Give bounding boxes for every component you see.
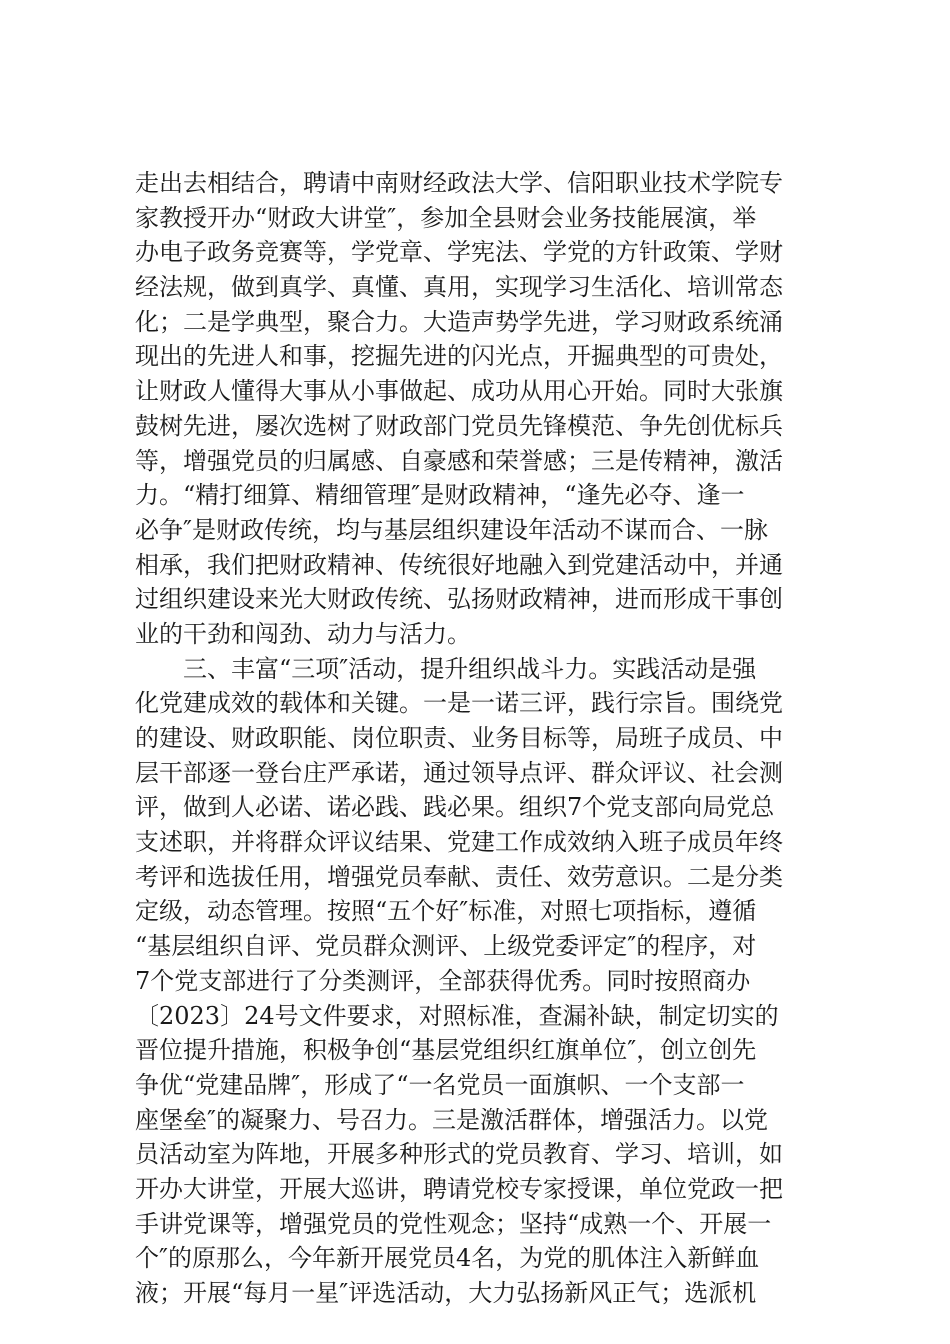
text-line: 考评和选拔任用，增强党员奉献、责任、效劳意识。二是分类: [135, 862, 783, 891]
text-line: 手讲党课等，增强党员的党性观念；坚持“成熟一个、开展一: [135, 1209, 772, 1238]
text-line: 三、丰富“三项″活动，提升组织战斗力。实践活动是强: [183, 654, 757, 683]
text-line: 业的干劲和闯劲、动力与活力。: [135, 619, 471, 648]
text-line: 个″的原那么，今年新开展党员4名，为党的肌体注入新鲜血: [135, 1244, 760, 1273]
text-line: 评，做到人必诺、诺必践、践必果。组织7个党支部向局党总: [135, 793, 775, 822]
text-line: 相承，我们把财政精神、传统很好地融入到党建活动中，并通: [135, 550, 783, 579]
text-line: 经法规，做到真学、真懂、真用，实现学习生活化、培训常态: [135, 273, 783, 302]
text-line: 力。“精打细算、精细管理″是财政精神，“逢先必夺、逢一: [135, 481, 745, 510]
text-line: 化；二是学典型，聚合力。大造声势学先进，学习财政系统涌: [135, 307, 783, 336]
text-line: 支述职，并将群众评议结果、党建工作成效纳入班子成员年终: [135, 828, 783, 857]
text-line: 等，增强党员的归属感、自豪感和荣誉感；三是传精神，激活: [135, 446, 783, 475]
text-line: 7个党支部进行了分类测评，全部获得优秀。同时按照商办: [135, 966, 751, 995]
text-line: 层干部逐一登台庄严承诺，通过领导点评、群众评议、社会测: [135, 758, 783, 787]
text-line: 过组织建设来光大财政传统、弘扬财政精神，进而形成干事创: [135, 585, 783, 614]
text-line: 定级，动态管理。按照“五个好″标准，对照七项指标，遵循: [135, 897, 757, 926]
text-line: 让财政人懂得大事从小事做起、成功从用心开始。同时大张旗: [135, 377, 783, 406]
text-line: 〔2023〕24号文件要求，对照标准，查漏补缺，制定切实的: [135, 1001, 779, 1030]
paragraph-1: [135, 166, 825, 652]
text-line: 办电子政务竞赛等，学党章、学宪法、学党的方针政策、学财: [135, 238, 783, 267]
text-line: 液；开展“每月一星″评选活动，大力弘扬新风正气；选派机: [135, 1279, 757, 1307]
text-line: 员活动室为阵地，开展多种形式的党员教育、学习、培训，如: [135, 1140, 783, 1169]
document-body: [135, 166, 825, 1311]
text-line: 开办大讲堂，开展大巡讲，聘请党校专家授课，单位党政一把: [135, 1174, 783, 1203]
text-line: “基层组织自评、党员群众测评、上级党委评定″的程序，对: [135, 932, 757, 961]
text-line: 座堡垒″的凝聚力、号召力。三是激活群体，增强活力。以党: [135, 1105, 768, 1134]
text-line: 家教授开办“财政大讲堂″，参加全县财会业务技能展演，举: [135, 203, 757, 232]
text-line: 晋位提升措施，积极争创“基层党组织红旗单位″，创立创先: [135, 1036, 757, 1065]
text-line: 争优“党建品牌″，形成了“一名党员一面旗帜、一个支部一: [135, 1070, 745, 1099]
text-line: 走出去相结合，聘请中南财经政法大学、信阳职业技术学院专: [135, 169, 783, 197]
text-line: 鼓树先进，屡次选树了财政部门党员先锋模范、争先创优标兵: [135, 411, 783, 440]
text-line: 化党建成效的载体和关键。一是一诺三评，践行宗旨。围绕党: [135, 689, 783, 718]
paragraph-2: [135, 652, 825, 1311]
text-line: 必争″是财政传统，均与基层组织建设年活动不谋而合、一脉: [135, 515, 768, 544]
text-line: 的建设、财政职能、岗位职责、业务目标等，局班子成员、中: [135, 724, 783, 752]
text-line: 现出的先进人和事，挖掘先进的闪光点，开掘典型的可贵处，: [135, 342, 783, 371]
